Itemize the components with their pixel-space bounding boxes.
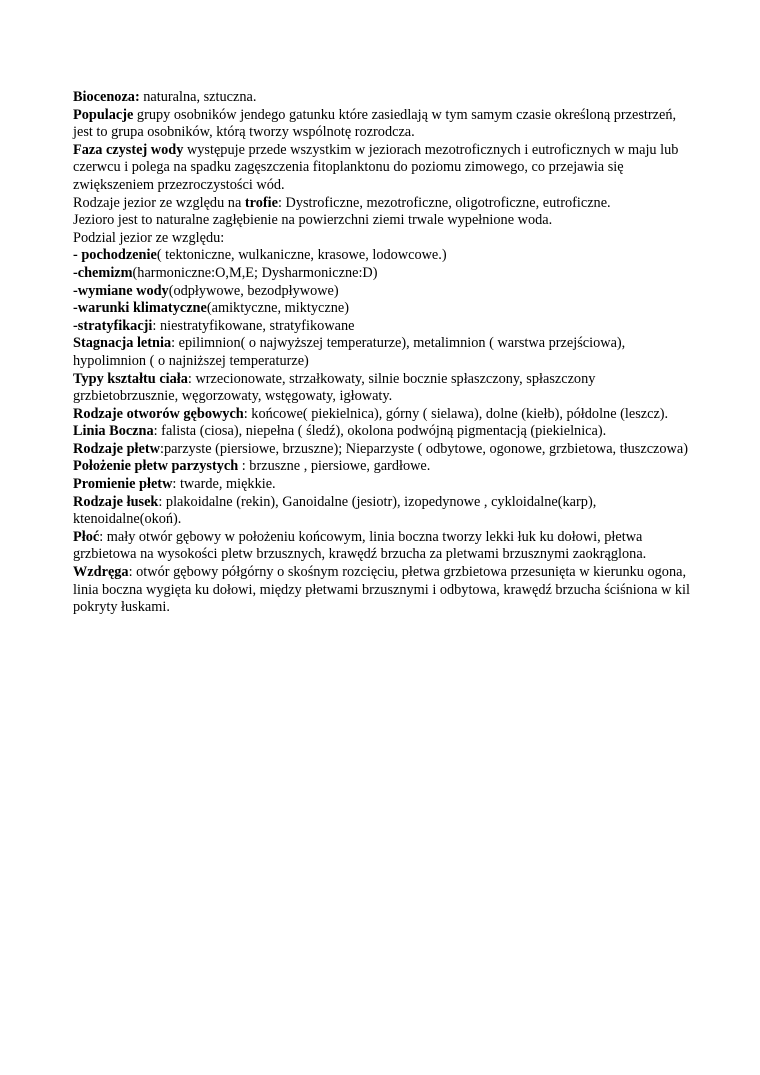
paragraph (73, 212, 695, 230)
paragraph (73, 423, 695, 441)
paragraph (73, 371, 695, 406)
document-page (73, 89, 695, 617)
paragraph (73, 107, 695, 142)
text-run: naturalna, sztuczna. (139, 89, 257, 105)
text-run: : końcowe( piekielnica), górny ( sielawa), dolne (kiełb), półdolne (leszcz). (243, 405, 669, 422)
text-run: : plakoidalne (rekin), Ganoidalne (jesiotr), izopedynowe , cykloidalne(karp), ktenoidalne(okoń). (73, 493, 600, 528)
bold-term: - (73, 247, 82, 264)
bold-term: Rodzaje otworów gębowych (73, 405, 244, 422)
bold-term: Położenie płetw parzystych (73, 458, 239, 475)
paragraph (73, 318, 695, 336)
paragraph (73, 230, 695, 248)
bold-term: Wzdręga (73, 564, 129, 581)
bold-term: Rodzaje łusek (73, 493, 159, 510)
text-run: : mały otwór gębowy w położeniu końcowym, linia boczna tworzy lekki łuk ku dołowi, płetwa grzbietowa na wysokości pletw brzusznych, krawędź brzucha za pletwami brzusznymi zaokrąglona. (73, 528, 647, 563)
paragraph (73, 300, 695, 318)
paragraph (73, 142, 695, 195)
text-run: (amiktyczne, miktyczne) (206, 300, 349, 317)
text-run: Jezioro jest to naturalne zagłębienie na powierzchni ziemi trwale wypełnione woda. (73, 212, 553, 229)
paragraph (73, 476, 695, 494)
text-run: : twarde, miękkie. (172, 476, 276, 493)
bold-term: Faza czystej wody (73, 141, 184, 158)
text-run: : brzuszne , piersiowe, gardłowe. (238, 458, 431, 475)
text-run: grupy osobników jendego gatunku które zasiedlają w tym samym czasie określoną przestrzeń, jest to grupa osobników, którą tworzy wspólnotę rozrodcza. (73, 106, 680, 141)
text-run: ( tektoniczne, wulkaniczne, krasowe, lodowcowe.) (156, 247, 447, 264)
bold-term: -stratyfikacji (73, 317, 153, 334)
paragraph (73, 335, 695, 370)
paragraph (73, 529, 695, 564)
paragraph (73, 441, 695, 459)
text-run: :parzyste (piersiowe, brzuszne); Nieparzyste ( odbytowe, ogonowe, grzbietowa, tłuszczowa) (159, 440, 688, 457)
bold-term: -chemizm (73, 264, 133, 281)
paragraph (73, 247, 695, 265)
text-run: : wrzecionowate, strzałkowaty, silnie bocznie spłaszczony, spłaszczony grzbietobrzusznie, węgorzowaty, wstęgowaty, igłowaty. (73, 370, 599, 405)
text-run: : epilimnion( o najwyższej temperaturze), metalimnion ( warstwa przejściowa), hypolimnion ( o najniższej temperaturze) (73, 335, 629, 369)
text-run: : otwór gębowy półgórny o skośnym rozcięciu, płetwa grzbietowa przesunięta w kierunku ogona, linia boczna wygięta ku dołowi, między płetwami brzusznymi i odbytowa, krawędź brzucha ściśniona w kil pokryty łuskami. (73, 564, 694, 616)
paragraph (73, 265, 695, 283)
bold-term: Linia Boczna (73, 423, 154, 440)
bold-term: Populacje (73, 106, 134, 123)
text-run: (odpływowe, bezodpływowe) (168, 282, 339, 299)
text-run: Podzial jezior ze względu: (73, 229, 225, 246)
text-run: Rodzaje jezior ze względu na (73, 194, 245, 211)
bold-term: Rodzaje płetw (73, 440, 160, 457)
text-run: : niestratyfikowane, stratyfikowane (152, 317, 355, 334)
bold-term: pochodzenie (81, 247, 157, 264)
paragraph (73, 494, 695, 529)
text-run: : falista (ciosa), niepełna ( śledź), okolona podwójną pigmentacją (piekielnica). (153, 423, 607, 440)
text-run: : Dystroficzne, mezotroficzne, oligotroficzne, eutroficzne. (277, 194, 611, 211)
bold-term: Promienie płetw (73, 476, 173, 493)
paragraph (73, 458, 695, 476)
bold-term: Płoć (73, 528, 100, 545)
bold-term: Typy kształtu ciała (73, 370, 188, 387)
paragraph (73, 283, 695, 301)
bold-term: trofie (244, 194, 278, 211)
paragraph (73, 195, 695, 213)
paragraph (73, 89, 695, 107)
bold-term: Biocenoza: (73, 89, 140, 105)
paragraph (73, 564, 695, 617)
bold-term: Stagnacja letnia (73, 335, 172, 352)
text-run: występuje przede wszystkim w jeziorach mezotroficznych i eutroficznych w maju lub czerwcu i polega na spadku zagęszczenia fitoplanktonu do poziomu zimowego, co przejawia się zwiększeniem przezroczystości wód. (73, 141, 683, 193)
paragraph (73, 406, 695, 424)
bold-term: -wymiane wody (73, 282, 169, 299)
text-run: (harmoniczne:O,M,E; Dysharmoniczne:D) (132, 264, 378, 281)
bold-term: -warunki klimatyczne (73, 300, 207, 317)
